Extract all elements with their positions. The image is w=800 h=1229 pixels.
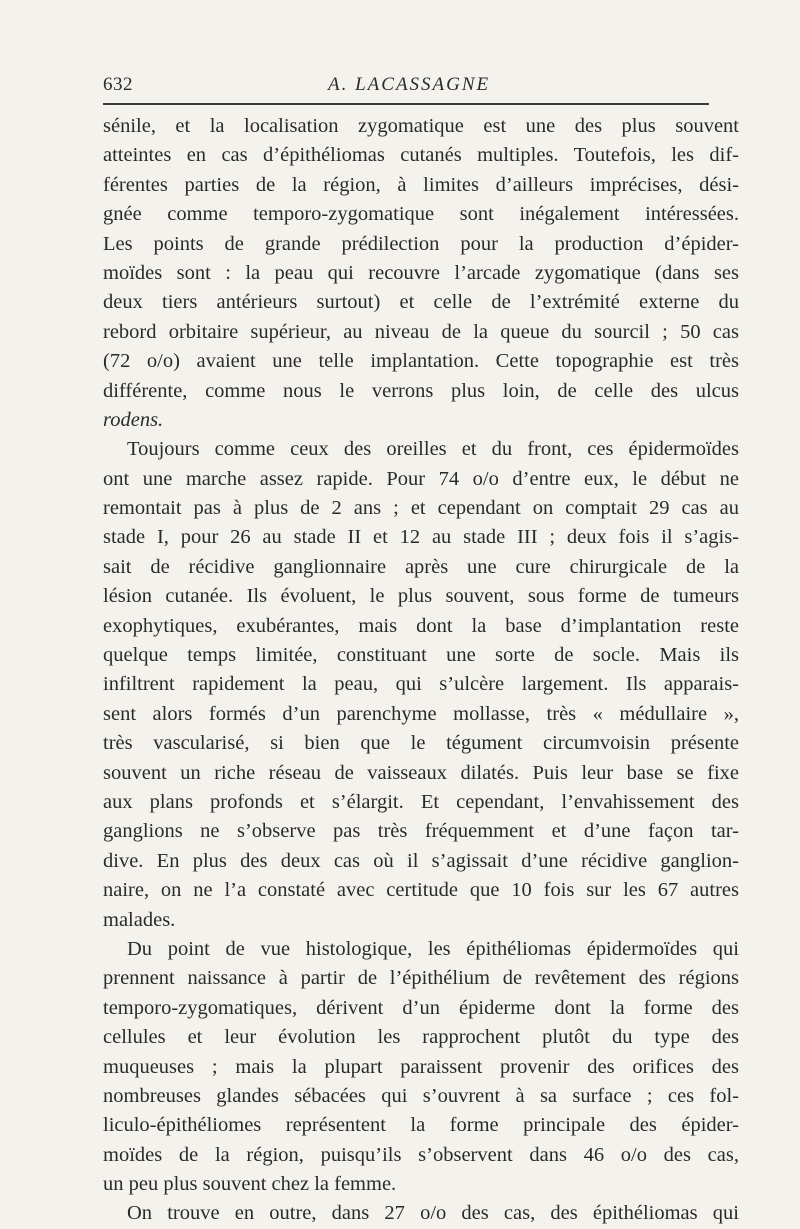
text-line: Les points de grande prédilection pour la production d’épider- bbox=[103, 232, 739, 255]
text-line: Du point de vue histologique, les épithéliomas épidermoïdes qui bbox=[127, 937, 739, 960]
text-line: liculo-épithéliomes représentent la forme principale des épider- bbox=[103, 1114, 739, 1137]
text-line: rebord orbitaire supérieur, au niveau de la queue du sourcil ; 50 cas bbox=[103, 320, 739, 343]
text-line: infiltrent rapidement la peau, qui s’ulcère largement. Ils apparais- bbox=[103, 673, 739, 696]
text-line: atteintes en cas d’épithéliomas cutanés multiples. Toutefois, les dif- bbox=[103, 144, 739, 167]
text-line: lésion cutanée. Ils évoluent, le plus souvent, sous forme de tumeurs bbox=[103, 585, 739, 608]
text-line: nombreuses glandes sébacées qui s’ouvrent à sa surface ; ces fol- bbox=[103, 1084, 739, 1107]
text-line: stade I, pour 26 au stade II et 12 au stade III ; deux fois il s’agis- bbox=[103, 526, 739, 549]
body-text bbox=[103, 112, 739, 1229]
text-line: naire, on ne l’a constaté avec certitude que 10 fois sur les 67 autres bbox=[103, 879, 739, 902]
text-line: aux plans profonds et s’élargit. Et cependant, l’envahissement des bbox=[103, 790, 739, 813]
page-number: 632 bbox=[103, 74, 133, 95]
text-line: sait de récidive ganglionnaire après une cure chirurgicale de la bbox=[103, 555, 739, 578]
text-line: très vascularisé, si bien que le tégument circumvoisin présente bbox=[103, 732, 739, 755]
text-line: muqueuses ; mais la plupart paraissent provenir des orifices des bbox=[103, 1055, 739, 1078]
text-line: ont une marche assez rapide. Pour 74 o/o d’entre eux, le début ne bbox=[103, 467, 739, 490]
text-line: temporo-zygomatiques, dérivent d’un épiderme dont la forme des bbox=[103, 996, 739, 1019]
text-line: ganglions ne s’observe pas très fréquemment et d’une façon tar- bbox=[103, 820, 739, 843]
header-rule bbox=[103, 103, 709, 105]
text-line: remontait pas à plus de 2 ans ; et cependant on comptait 29 cas au bbox=[103, 497, 739, 520]
text-line: moïdes de la région, puisqu’ils s’observent dans 46 o/o des cas, bbox=[103, 1143, 739, 1166]
page-header bbox=[103, 72, 713, 102]
text-line: sent alors formés d’un parenchyme mollasse, très « médullaire », bbox=[103, 702, 739, 725]
text-line: sénile, et la localisation zygomatique est une des plus souvent bbox=[103, 115, 739, 137]
text-line: exophytiques, exubérantes, mais dont la base d’implantation reste bbox=[103, 614, 739, 637]
text-line: férentes parties de la région, à limites d’ailleurs imprécises, dési- bbox=[103, 173, 739, 196]
text-line: Toujours comme ceux des oreilles et du front, ces épidermoïdes bbox=[127, 438, 739, 461]
text-line: un peu plus souvent chez la femme. bbox=[103, 1173, 397, 1196]
text-line: différente, comme nous le verrons plus loin, de celle des ulcus bbox=[103, 379, 739, 402]
text-line: deux tiers antérieurs surtout) et celle de l’extrémité externe du bbox=[103, 291, 739, 314]
text-line: (72 o/o) avaient une telle implantation. Cette topographie est très bbox=[103, 350, 739, 373]
text-line: rodens. bbox=[103, 408, 164, 431]
text-line: On trouve en outre, dans 27 o/o des cas, des épithéliomas qui bbox=[127, 1202, 739, 1225]
text-line: malades. bbox=[103, 908, 176, 931]
text-line: dive. En plus des deux cas où il s’agissait d’une récidive ganglion- bbox=[103, 849, 739, 872]
text-line: souvent un riche réseau de vaisseaux dilatés. Puis leur base se fixe bbox=[103, 761, 739, 784]
running-head: A. LACASSAGNE bbox=[328, 74, 491, 95]
text-line: prennent naissance à partir de l’épithélium de revêtement des régions bbox=[103, 967, 739, 990]
text-line: gnée comme temporo-zygomatique sont inégalement intéressées. bbox=[103, 203, 739, 226]
text-line: moïdes sont : la peau qui recouvre l’arcade zygomatique (dans ses bbox=[103, 261, 739, 284]
text-line: cellules et leur évolution les rapprochent plutôt du type des bbox=[103, 1026, 739, 1049]
text-line: quelque temps limitée, constituant une sorte de socle. Mais ils bbox=[103, 644, 739, 667]
